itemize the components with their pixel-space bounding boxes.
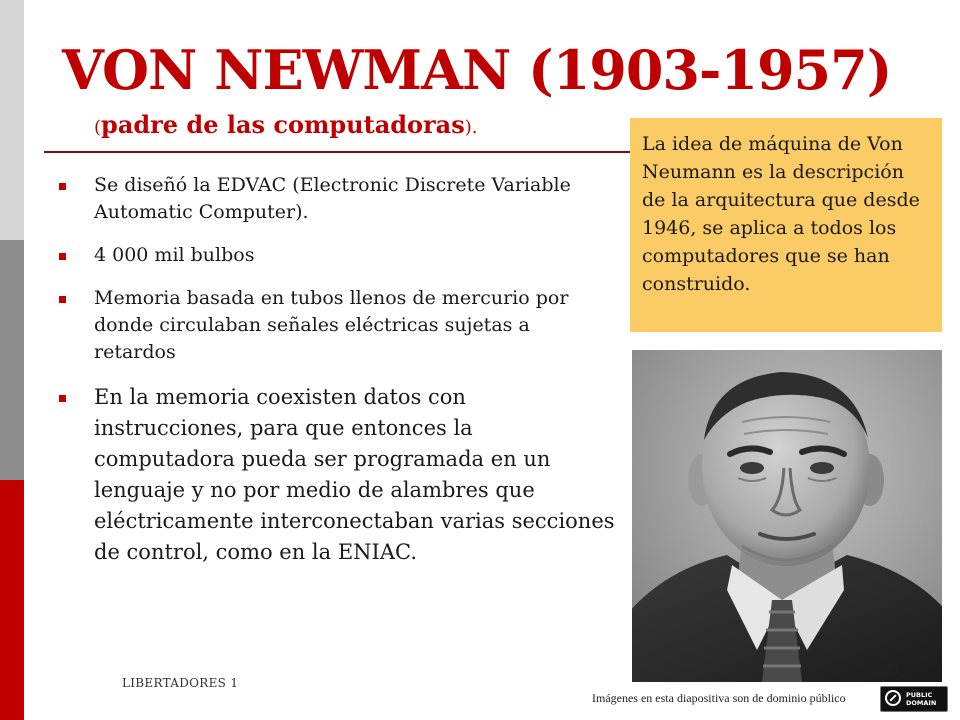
title-divider (44, 151, 632, 153)
badge-line-1: PUBLIC (906, 691, 933, 699)
public-domain-notice: Imágenes en esta diapositiva son de dominio público (592, 691, 846, 705)
bullet-text: Se diseñó la EDVAC (Electronic Discrete Variable Automatic Computer). (94, 174, 571, 223)
side-band-red (0, 480, 24, 720)
bullet-text: Memoria basada en tubos llenos de mercurio por donde circulaban señales eléctricas sujetas a retardos (94, 287, 569, 363)
callout-box: La idea de máquina de Von Neumann es la descripción de la arquitectura que desde 1946, se aplica a todos los computadores que se han construido. (630, 118, 942, 332)
bullet-marker-icon (59, 395, 66, 402)
subtitle-text: padre de las computadoras (101, 110, 465, 139)
bullet-marker-icon (59, 296, 66, 303)
public-domain-badge (880, 686, 948, 712)
bullet-marker-icon (59, 183, 66, 190)
slide-subtitle (94, 108, 477, 145)
subtitle-close-paren: ). (464, 117, 478, 138)
bullet-list (56, 172, 616, 578)
slide-number: 11 (887, 665, 900, 676)
bullet-item (56, 382, 616, 568)
subtitle-open-paren: ( (94, 117, 102, 138)
bullet-text: En la memoria coexisten datos con instrucciones, para que entonces la computadora pueda ser programada en un lenguaje y no por medio de alambres que eléctricamente interconectaban varias secciones de control, como en la ENIAC. (94, 385, 615, 564)
portrait-photo (632, 350, 942, 682)
bullet-item (56, 285, 616, 366)
footer-left-text: LIBERTADORES 1 (122, 676, 239, 690)
badge-line-2: DOMAIN (906, 699, 937, 707)
side-band-light (0, 0, 24, 240)
slide-title: VON NEWMAN (1903-1957) (62, 38, 892, 102)
side-band-dark (0, 240, 24, 480)
public-domain-badge-text (906, 691, 936, 707)
bullet-item (56, 172, 616, 226)
bullet-marker-icon (59, 253, 66, 260)
public-domain-icon (885, 690, 901, 706)
bullet-text: 4 000 mil bulbos (94, 244, 255, 266)
portrait-illustration (632, 350, 942, 682)
bullet-item (56, 242, 616, 269)
